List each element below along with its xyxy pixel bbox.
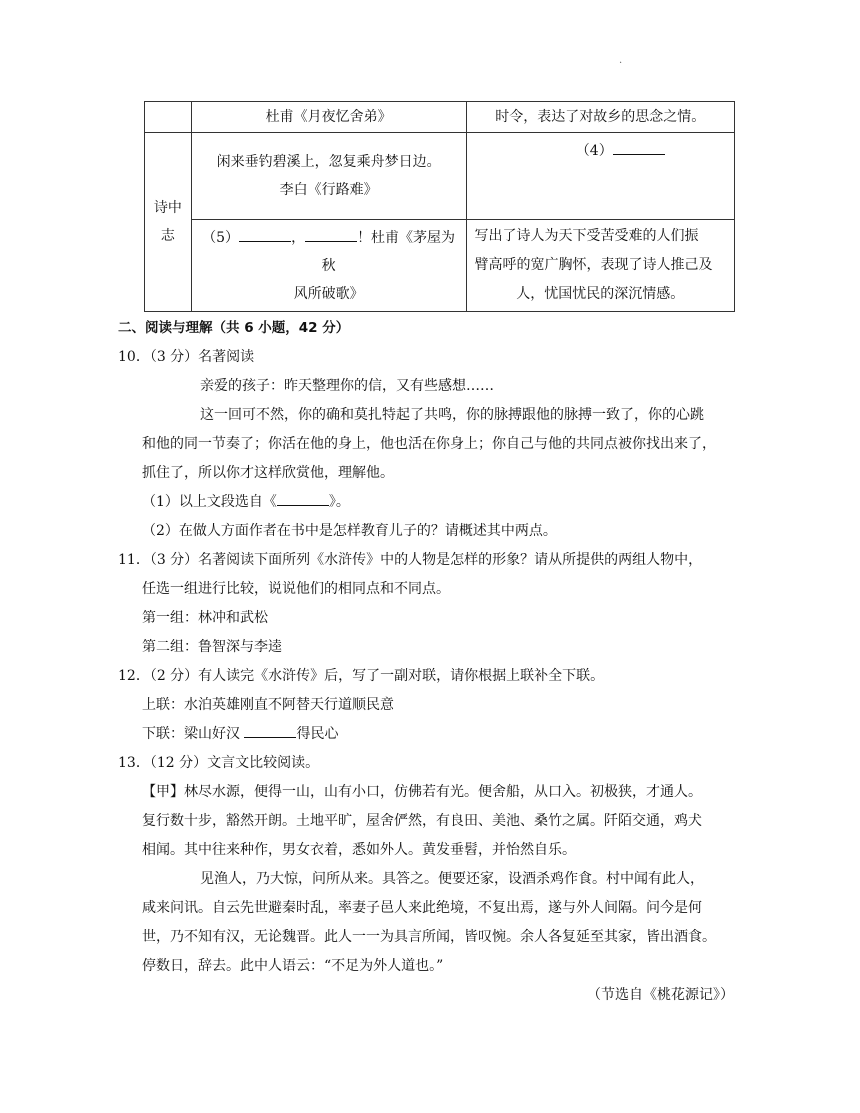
answer-blank[interactable]	[244, 723, 296, 738]
couplet-text: 得民心	[296, 726, 339, 742]
table-cell-work	[191, 220, 466, 312]
answer-blank[interactable]	[613, 140, 665, 155]
question-10-title: 10．（3 分）名著阅读	[118, 349, 255, 365]
poetry-table	[144, 101, 735, 312]
passage-line: 和他的同一节奏了；你活在他的身上，他也活在你身上；你自己与他的共同点被你找出来了，	[142, 436, 716, 452]
couplet-lower	[118, 720, 738, 749]
page-mark: .	[619, 55, 623, 66]
passage-line: 咸来问讯。自云先世避秦时乱，率妻子邑人来此绝境，不复出焉，遂与外人间隔。问今是何	[142, 900, 702, 916]
poem-author: 李白《行路难》	[279, 182, 378, 198]
separator: ，	[291, 229, 306, 246]
answer-number: （4）	[575, 143, 613, 159]
table-cell-answer	[466, 133, 734, 220]
sub-question-text: 》。	[328, 494, 350, 510]
answer-blank[interactable]	[277, 491, 329, 506]
table-category: 诗中志	[145, 133, 192, 312]
passage-line: 【甲】林尽水源，便得一山，山有小口，仿佛若有光。便舍船，从口入。初极狭，才通人。	[142, 784, 702, 800]
group-line: 第一组：林冲和武松	[142, 610, 268, 626]
poem-line: 闲来垂钓碧溪上，忽复乘舟梦日边。	[216, 154, 441, 170]
passage-line: 抓住了，所以你才这样欣赏他，理解他。	[142, 465, 394, 481]
answer-number: （5）	[202, 229, 240, 246]
questions	[118, 314, 738, 1010]
couplet-text: 下联：梁山好汉	[142, 726, 245, 742]
sub-question	[118, 488, 738, 517]
section-title: 二、阅读与理解（共 6 小题，42 分）	[118, 320, 350, 336]
table-row	[145, 102, 735, 133]
sub-question-text: （1）以上文段选自《	[142, 494, 277, 510]
poem-author-cont: 风所破歌》	[293, 285, 364, 302]
poem-author: ！杜甫《茅屋为秋	[321, 229, 456, 274]
table-cell-work	[191, 133, 466, 220]
passage-line: 亲爱的孩子：昨天整理你的信，又有些感想……	[200, 378, 494, 394]
group-line: 第二组：鲁智深与李逵	[142, 639, 282, 655]
desc-line: 写出了诗人为天下受苦受难的人们振	[474, 228, 699, 244]
table-cell-desc: 时令，表达了对故乡的思念之情。	[466, 102, 734, 133]
passage-line: 复行数十步，豁然开朗。土地平旷，屋舍俨然，有良田、美池、桑竹之属。阡陌交通，鸡犬	[142, 813, 702, 829]
answer-blank[interactable]	[305, 227, 357, 242]
passage-line: 世，乃不知有汉，无论魏晋。此人一一为具言所闻，皆叹惋。余人各复延至其家，皆出酒食。	[142, 929, 716, 945]
passage-line: 停数日，辞去。此中人语云：“不足为外人道也。”	[142, 958, 444, 974]
couplet-upper: 上联：水泊英雄刚直不阿替天行道顺民意	[142, 697, 394, 713]
question-11-title: 11．（3 分）名著阅读下面所列《水浒传》中的人物是怎样的形象？请从所提供的两组人物中，	[118, 552, 703, 568]
sub-question: （2）在做人方面作者在书中是怎样教育儿子的？请概述其中两点。	[142, 523, 557, 539]
desc-line: 人，忧国忧民的深沉情感。	[516, 286, 685, 302]
desc-line: 臂高呼的宽广胸怀，表现了诗人推己及	[474, 257, 713, 273]
passage-line: 这一回可不然，你的确和莫扎特起了共鸣，你的脉搏跟他的脉搏一致了，你的心跳	[200, 407, 704, 423]
question-12-title: 12．（2 分）有人读完《水浒传》后，写了一副对联，请你根据上联补全下联。	[118, 668, 605, 684]
passage-line: 相闻。其中往来种作，男女衣着，悉如外人。黄发垂髫，并怡然自乐。	[142, 842, 576, 858]
question-13-title: 13．（12 分）文言文比较阅读。	[118, 755, 320, 771]
passage-line: 见渔人，乃大惊，问所从来。具答之。便要还家，设酒杀鸡作食。村中闻有此人，	[200, 871, 704, 887]
table-cell-desc	[466, 220, 734, 312]
table-cell-work: 杜甫《月夜忆舍弟》	[191, 102, 466, 133]
passage-source: （节选自《桃花源记》）	[587, 987, 734, 1003]
table-row	[145, 133, 735, 220]
table-cell	[145, 102, 192, 133]
table-row	[145, 220, 735, 312]
answer-blank[interactable]	[239, 227, 291, 242]
question-line: 任选一组进行比较，说说他们的相同点和不同点。	[142, 581, 450, 597]
